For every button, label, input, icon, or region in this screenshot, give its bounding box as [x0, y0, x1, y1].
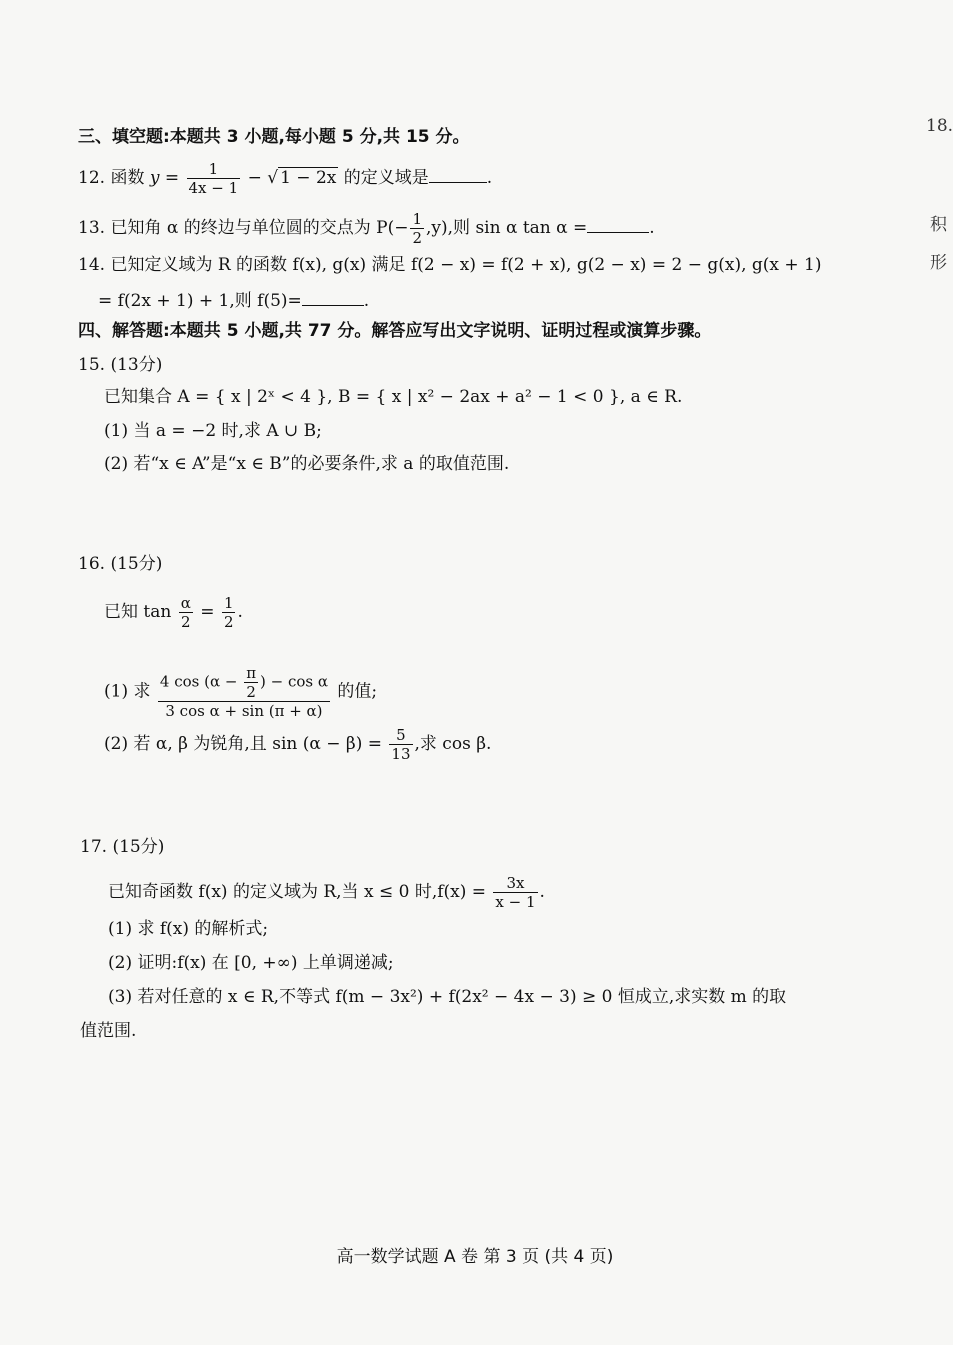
- q13-frac-den: 2: [412, 229, 422, 247]
- q12-suffix: 的定义域是: [338, 168, 429, 188]
- q16-stem-frac1-num: α: [180, 594, 191, 612]
- section4-heading: 四、解答题:本题共 5 小题,共 77 分。解答应写出文字说明、证明过程或演算步骤。: [78, 321, 712, 341]
- q16-part1: [104, 664, 377, 720]
- q16-p1-inner-den: 2: [246, 683, 256, 701]
- q12-answer-blank[interactable]: [429, 168, 487, 183]
- q16-stem-end: .: [237, 602, 243, 622]
- q12-fraction: [187, 160, 241, 197]
- q17-stem-end: .: [539, 882, 545, 902]
- question-13: [78, 210, 655, 247]
- q17-stem-fraction: [493, 874, 537, 911]
- q17-part3-line1: (3) 若对任意的 x ∈ R,不等式 f(m − 3x²) + f(2x² − 4x − 3) ≥ 0 恒成立,求实数 m 的取: [108, 987, 787, 1007]
- q13-fraction: [410, 210, 424, 247]
- q16-stem-frac2-den: 2: [223, 613, 234, 631]
- question-14-line1: 14. 已知定义域为 R 的函数 f(x), g(x) 满足 f(2 − x) = f(2 + x), g(2 − x) = 2 − g(x), g(x + 1): [78, 255, 822, 275]
- q12-minus: −: [242, 168, 268, 188]
- margin-fragment-xing: 形: [930, 253, 947, 273]
- q12-end: .: [486, 168, 493, 188]
- q16-p1-denominator: 3 cos α + sin (π + α): [165, 702, 323, 720]
- q16-p1-inner-num: π: [246, 664, 257, 682]
- q12-frac-num: 1: [187, 160, 241, 179]
- q13-prefix: 13. 已知角 α 的终边与单位圆的交点为 P(−: [78, 218, 409, 238]
- q17-stem-den: x − 1: [495, 893, 536, 911]
- q17-stem: [108, 874, 545, 911]
- q14-line2-text: = f(2x + 1) + 1,则 f(5)=: [98, 291, 302, 311]
- q17-stem-prefix: 已知奇函数 f(x) 的定义域为 R,当 x ≤ 0 时,f(x) =: [108, 882, 492, 902]
- q12-sqrt-sign: √: [267, 168, 279, 188]
- q13-end: .: [649, 218, 655, 238]
- q16-stem-frac2-num: 1: [223, 594, 234, 612]
- q16-p1-fraction: [158, 664, 330, 720]
- q16-stem-eq: =: [194, 602, 220, 622]
- q13-frac-num: 1: [412, 210, 422, 228]
- q16-stem-frac2: [222, 594, 236, 631]
- q12-eq: =: [159, 168, 185, 188]
- q15-part2: (2) 若“x ∈ A”是“x ∈ B”的必要条件,求 a 的取值范围.: [104, 454, 510, 474]
- q14-answer-blank[interactable]: [302, 291, 364, 306]
- q16-p1-num-a: 4 cos (α −: [159, 672, 243, 691]
- q14-end: .: [363, 291, 370, 311]
- q15-part1: (1) 当 a = −2 时,求 A ∪ B;: [104, 421, 322, 441]
- q16-p2-num: 5: [389, 726, 412, 745]
- q16-p2-prefix: (2) 若 α, β 为锐角,且 sin (α − β) =: [104, 734, 388, 754]
- q12-sqrt-body: 1 − 2x: [280, 168, 337, 188]
- page-footer: 高一数学试题 A 卷 第 3 页 (共 4 页): [336, 1247, 614, 1267]
- q16-part2: [104, 726, 491, 763]
- margin-fragment-18: 18.: [926, 116, 953, 136]
- q13-answer-blank[interactable]: [587, 218, 649, 233]
- q16-p1-prefix: (1) 求: [104, 681, 156, 702]
- q16-p1-numerator: [158, 664, 330, 702]
- q16-p1-num-b: ) − cos α: [260, 672, 329, 691]
- question-14-line2: [98, 290, 369, 312]
- q12-y: y: [149, 168, 160, 188]
- q17-stem-num: 3x: [493, 874, 537, 893]
- question-12: [78, 160, 492, 197]
- q16-p2-den: 13: [391, 745, 411, 763]
- margin-fragment-ji: 积: [930, 215, 947, 235]
- q16-stem-prefix: 已知 tan: [104, 602, 177, 622]
- q16-p1-inner-frac: [244, 664, 258, 701]
- q16-p2-fraction: [389, 726, 412, 763]
- q13-mid: ,y),则 sin α tan α =: [426, 218, 588, 238]
- q16-stem-frac1: [179, 594, 193, 631]
- q16-p1-suffix: 的值;: [332, 681, 378, 702]
- q16-stem-frac1-den: 2: [181, 613, 191, 631]
- q15-stem: 已知集合 A = { x | 2ˣ < 4 }, B = { x | x² − 2ax + a² − 1 < 0 }, a ∈ R.: [104, 387, 683, 407]
- q16-stem: [104, 594, 243, 631]
- q15-label: 15. (13分): [78, 355, 163, 375]
- section3-heading: 三、填空题:本题共 3 小题,每小题 5 分,共 15 分。: [78, 127, 470, 147]
- q16-p2-suffix: ,求 cos β.: [414, 734, 492, 754]
- q16-label: 16. (15分): [78, 554, 163, 574]
- q17-part1: (1) 求 f(x) 的解析式;: [108, 919, 269, 939]
- q12-frac-den: 4x − 1: [188, 179, 239, 197]
- q17-part3-line2: 值范围.: [80, 1021, 137, 1041]
- q17-part2: (2) 证明:f(x) 在 [0, +∞) 上单调递减;: [108, 953, 394, 973]
- q17-label: 17. (15分): [80, 837, 165, 857]
- q12-prefix: 12. 函数: [78, 168, 150, 188]
